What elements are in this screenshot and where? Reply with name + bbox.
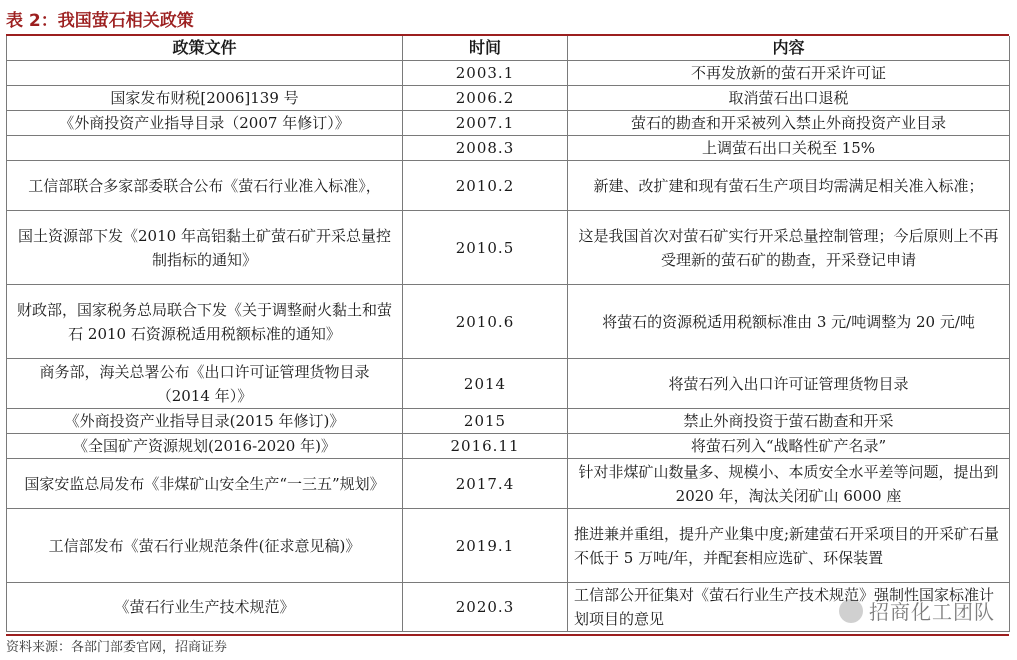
policy-time: 2010.5 [403, 211, 568, 285]
policy-doc: 工信部发布《萤石行业规范条件(征求意见稿)》 [7, 509, 403, 583]
policy-doc: 《全国矿产资源规划(2016-2020 年)》 [7, 434, 403, 459]
policy-doc: 国家发布财税[2006]139 号 [7, 86, 403, 111]
header-content: 内容 [568, 36, 1010, 61]
policy-doc: 国家安监总局发布《非煤矿山安全生产“一三五”规划》 [7, 459, 403, 509]
table-caption: 表 2：我国萤石相关政策 [6, 11, 194, 31]
table-row [7, 409, 1010, 434]
policy-time: 2010.2 [403, 161, 568, 211]
table-row [7, 459, 1010, 509]
watermark [839, 596, 995, 625]
source-note: 资料来源：各部门部委官网，招商证券 [6, 640, 228, 655]
table-row [7, 161, 1010, 211]
policy-time: 2016.11 [403, 434, 568, 459]
policy-content: 将萤石列入“战略性矿产名录” [568, 434, 1010, 459]
table-bottom-rule [6, 634, 1009, 636]
policy-doc: 《外商投资产业指导目录（2007 年修订）》 [7, 111, 403, 136]
table-row [7, 61, 1010, 86]
table-row [7, 86, 1010, 111]
policy-doc: 工信部联合多家部委联合公布《萤石行业准入标准》， [7, 161, 403, 211]
policy-time: 2007.1 [403, 111, 568, 136]
policy-time: 2010.6 [403, 285, 568, 359]
policy-content: 工信部公开征集对《萤石行业生产技术规范》强制性国家标准计划项目的意见 [568, 583, 1010, 632]
watermark-text: 招商化工团队 [869, 600, 995, 624]
policy-doc: 《萤石行业生产技术规范》 [7, 583, 403, 632]
table-row [7, 359, 1010, 409]
table-row [7, 136, 1010, 161]
policy-doc: 财政部，国家税务总局联合下发《关于调整耐火黏土和萤石 2010 石资源税适用税额标准的通知》 [7, 285, 403, 359]
table-row [7, 111, 1010, 136]
policy-doc: 商务部，海关总署公布《出口许可证管理货物目录（2014 年）》 [7, 359, 403, 409]
policy-time: 2019.1 [403, 509, 568, 583]
header-time: 时间 [403, 36, 568, 61]
header-doc: 政策文件 [7, 36, 403, 61]
policy-time: 2003.1 [403, 61, 568, 86]
policy-content: 上调萤石出口关税至 15% [568, 136, 1010, 161]
table-row [7, 434, 1010, 459]
policy-time: 2008.3 [403, 136, 568, 161]
policy-content: 萤石的勘查和开采被列入禁止外商投资产业目录 [568, 111, 1010, 136]
policy-doc [7, 61, 403, 86]
policy-doc: 《外商投资产业指导目录(2015 年修订)》 [7, 409, 403, 434]
policy-time: 2020.3 [403, 583, 568, 632]
policy-time: 2015 [403, 409, 568, 434]
policy-content: 这是我国首次对萤石矿实行开采总量控制管理；今后原则上不再受理新的萤石矿的勘查，开采登记申请 [568, 211, 1010, 285]
policy-content: 将萤石列入出口许可证管理货物目录 [568, 359, 1010, 409]
policy-time: 2014 [403, 359, 568, 409]
table-row [7, 285, 1010, 359]
table-row [7, 509, 1010, 583]
policy-time: 2006.2 [403, 86, 568, 111]
policy-content: 针对非煤矿山数量多、规模小、本质安全水平差等问题，提出到 2020 年，淘汰关闭矿山 6000 座 [568, 459, 1010, 509]
header-row [7, 36, 1010, 61]
policy-content: 新建、改扩建和现有萤石生产项目均需满足相关准入标准； [568, 161, 1010, 211]
policy-doc [7, 136, 403, 161]
wechat-logo-icon [839, 599, 863, 623]
policy-content: 将萤石的资源税适用税额标准由 3 元/吨调整为 20 元/吨 [568, 285, 1010, 359]
policy-table [6, 36, 1010, 632]
policy-content: 不再发放新的萤石开采许可证 [568, 61, 1010, 86]
policy-content: 禁止外商投资于萤石勘查和开采 [568, 409, 1010, 434]
policy-content: 推进兼并重组，提升产业集中度;新建萤石开采项目的开采矿石量不低于 5 万吨/年，并配套相应选矿、环保装置 [568, 509, 1010, 583]
policy-time: 2017.4 [403, 459, 568, 509]
table-row [7, 211, 1010, 285]
policy-doc: 国土资源部下发《2010 年高铝黏土矿萤石矿开采总量控制指标的通知》 [7, 211, 403, 285]
policy-content: 取消萤石出口退税 [568, 86, 1010, 111]
